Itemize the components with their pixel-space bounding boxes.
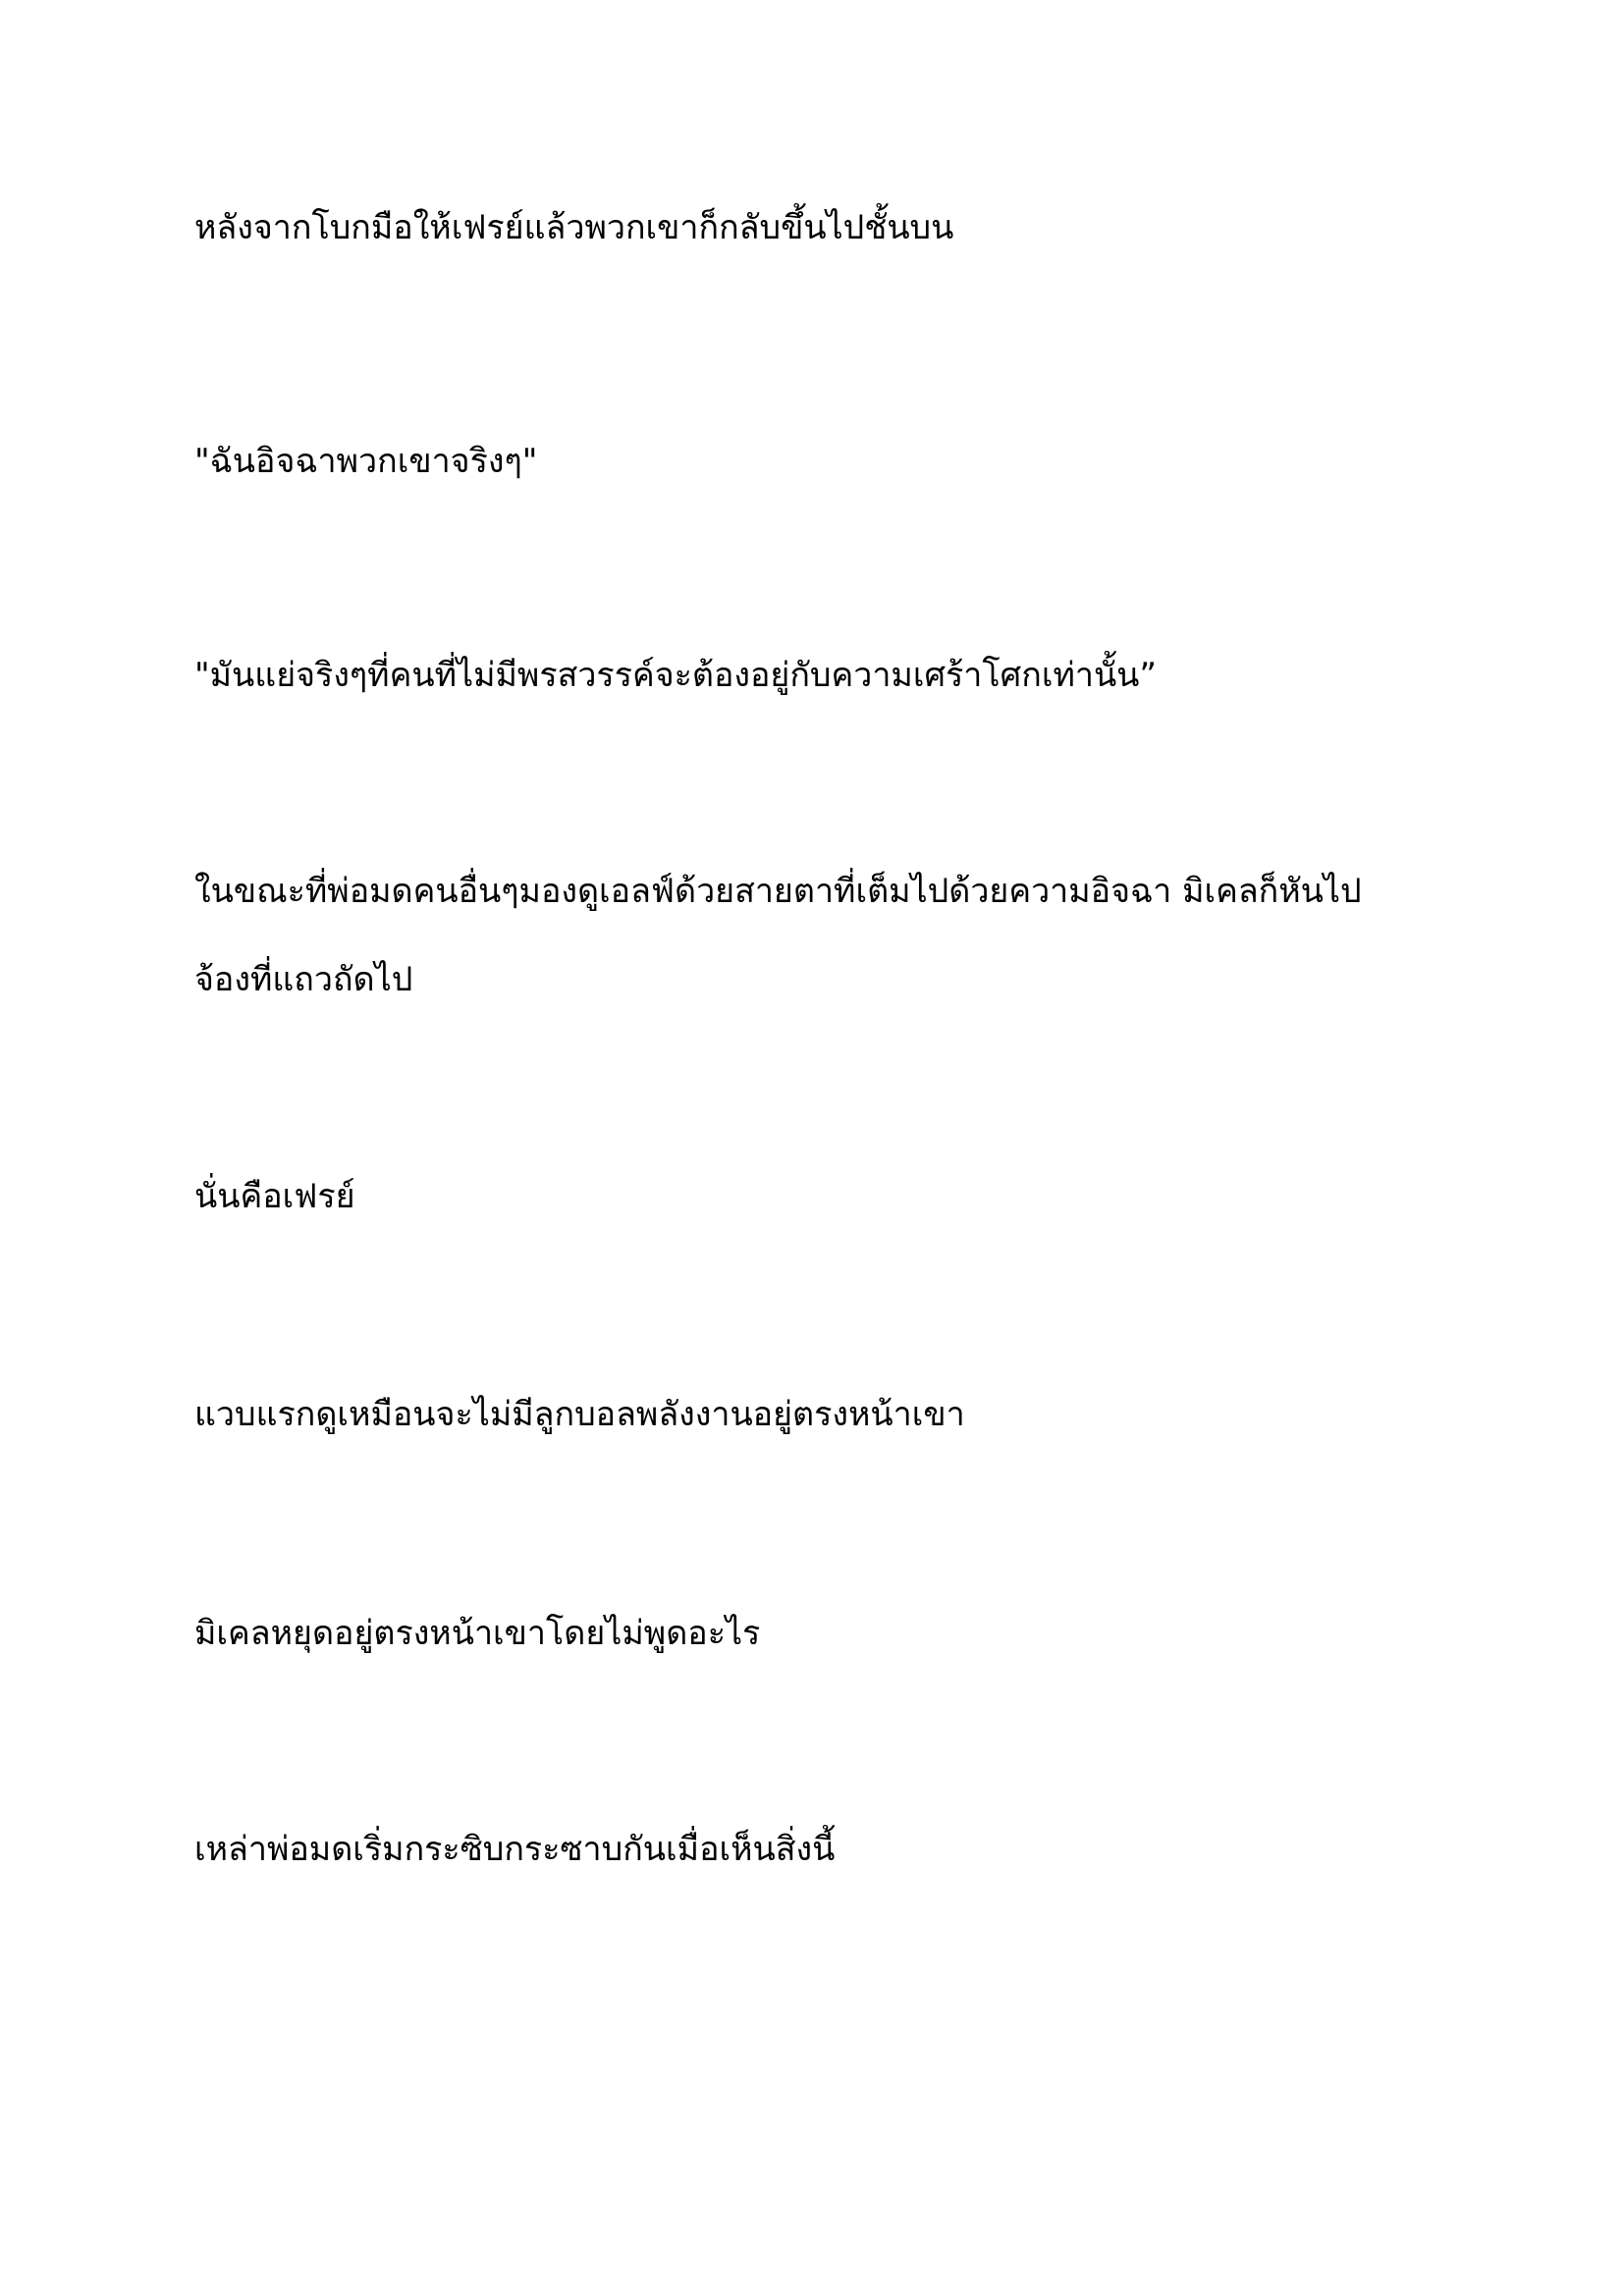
paragraph: "ฉันอิจฉาพวกเขาจริงๆ": [194, 442, 538, 481]
paragraph: "มันแย่จริงๆที่คนที่ไม่มีพรสวรรค์จะต้องอยู่กับความเศร้าโศกเท่านั้น”: [194, 656, 1158, 695]
paragraph: เหล่าพ่อมดเริ่มกระซิบกระซาบกันเมื่อเห็นสิ่งนี้: [194, 1830, 836, 1869]
paragraph: หลังจากโบกมือให้เฟรย์แล้วพวกเขาก็กลับขึ้นไปชั้นบน: [194, 208, 954, 247]
paragraph: มิเคลหยุดอยู่ตรงหน้าเขาโดยไม่พูดอะไร: [194, 1614, 761, 1653]
paragraph: ในขณะที่พ่อมดคนอื่นๆมองดูเอลฟ์ด้วยสายตาที่เต็มไปด้วยความอิจฉา มิเคลก็หันไป: [194, 872, 1362, 911]
paragraph-continuation: จ้องที่แถวถัดไป: [194, 960, 413, 999]
paragraph: นั่นคือเฟรย์: [194, 1177, 355, 1216]
paragraph: แวบแรกดูเหมือนจะไม่มีลูกบอลพลังงานอยู่ตรงหน้าเขา: [194, 1395, 965, 1434]
